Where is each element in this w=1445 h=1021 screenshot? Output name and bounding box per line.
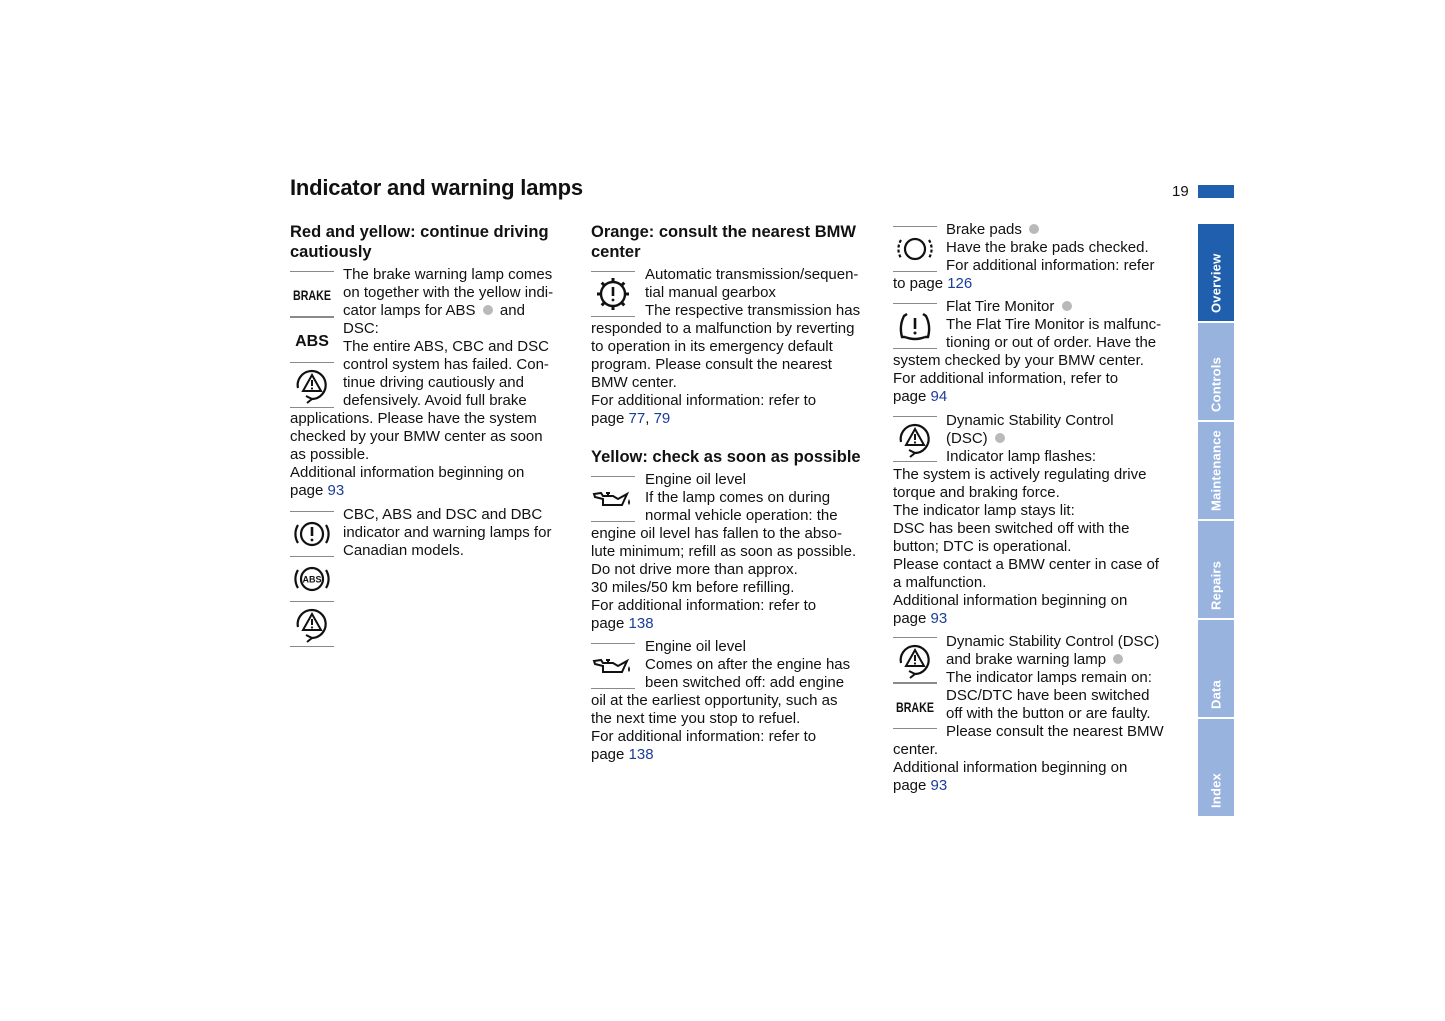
page-link[interactable]: 94 bbox=[930, 388, 948, 405]
red-yellow-text-full: applications. Please have the system checked by your BMW center as soon as possible. Additional information beginning on page 93 bbox=[290, 410, 543, 499]
section-heading-orange: Orange: consult the nearest BMW center bbox=[591, 223, 856, 261]
page-title: Indicator and warning lamps bbox=[290, 175, 583, 200]
red-yellow-text-indented: The brake warning lamp comes on together with the yellow indi- cator lamps for ABS and DSC: The entire ABS, CBC and DSC control system has failed. Con- tinue driving cautiously and defensively. Avoid full brake bbox=[343, 266, 554, 409]
brake-circle-icon bbox=[290, 511, 334, 557]
page-link[interactable]: 79 bbox=[653, 410, 671, 427]
oil-level-2-text-indented: Engine oil level Comes on after the engine has been switched off: add engine bbox=[645, 638, 851, 691]
svg-text:ABS: ABS bbox=[302, 574, 322, 585]
flat-tire-icon bbox=[893, 303, 937, 349]
orange-text-full: responded to a malfunction by reverting to operation in its emergency default program. Please consult the nearest BMW center. For additional information: refer to page 77, 79 bbox=[591, 320, 855, 427]
canadian-models-text: CBC, ABS and DSC and DBC indicator and warning lamps for Canadian models. bbox=[343, 506, 552, 559]
color-dot-icon bbox=[1113, 654, 1123, 664]
dsc-brake-text-full: center. Additional information beginning on page 93 bbox=[893, 741, 1128, 794]
page-link[interactable]: 126 bbox=[947, 275, 973, 292]
oil-level-2-text-full: oil at the earliest opportunity, such as the next time you stop to refuel. For additional information: refer to page 138 bbox=[591, 692, 838, 763]
page-number: 19 bbox=[1172, 183, 1189, 200]
oil-can-icon bbox=[591, 643, 635, 689]
page-link[interactable]: 138 bbox=[628, 746, 654, 763]
dsc-triangle-icon bbox=[290, 362, 334, 408]
brake-warning-icon bbox=[893, 683, 937, 729]
transmission-gear-icon bbox=[591, 271, 635, 317]
dsc-triangle-icon bbox=[893, 416, 937, 462]
page-link[interactable]: 77 bbox=[628, 410, 646, 427]
svg-text:BRAKE: BRAKE bbox=[293, 287, 331, 303]
section-heading-red-yellow: Red and yellow: continue driving cautiously bbox=[290, 223, 549, 261]
brake-pads-icon bbox=[893, 226, 937, 272]
oil-level-1-text-indented: Engine oil level If the lamp comes on during normal vehicle operation: the bbox=[645, 471, 838, 524]
orange-text-indented: Automatic transmission/sequen- tial manual gearbox The respective transmission has bbox=[645, 266, 861, 319]
svg-text:ABS: ABS bbox=[295, 333, 329, 350]
oil-level-1-text-full: engine oil level has fallen to the abso- lute minimum; refill as soon as possible. Do not drive more than approx. 30 miles/50 km before refilling. For additional information: refer to page 138 bbox=[591, 525, 857, 632]
dsc-triangle-icon bbox=[290, 601, 334, 647]
page-link[interactable]: 138 bbox=[628, 615, 654, 632]
dsc-triangle-icon bbox=[893, 637, 937, 683]
tab-overview[interactable]: Overview bbox=[1198, 224, 1234, 321]
brake-pads-text-full: to page 126 bbox=[893, 275, 973, 292]
tab-controls[interactable]: Controls bbox=[1198, 323, 1234, 420]
page-link[interactable]: 93 bbox=[930, 610, 948, 627]
page-link[interactable]: 93 bbox=[327, 482, 345, 499]
color-dot-icon bbox=[1062, 301, 1072, 311]
brake-pads-text-indented: Brake pads Have the brake pads checked. For additional information: refer bbox=[946, 221, 1155, 274]
color-dot-icon bbox=[483, 305, 493, 315]
dsc-text-full: The system is actively regulating drive torque and braking force. The indicator lamp stays lit: DSC has been switched off with the button; DTC is operational. Please contact a BMW center in case of a malfunction. Additional information beginning on page 93 bbox=[893, 466, 1159, 627]
flat-tire-text-indented: Flat Tire Monitor The Flat Tire Monitor is malfunc- tioning or out of order. Have the bbox=[946, 298, 1162, 351]
tab-repairs[interactable]: Repairs bbox=[1198, 521, 1234, 618]
tab-maintenance[interactable]: Maintenance bbox=[1198, 422, 1234, 519]
section-heading-yellow: Yellow: check as soon as possible bbox=[591, 448, 861, 466]
svg-text:BRAKE: BRAKE bbox=[896, 699, 934, 715]
dsc-brake-text-indented: Dynamic Stability Control (DSC) and brake warning lamp The indicator lamps remain on: DSC/DTC have been switched off with the button or are faulty. Please consult the nearest BMW bbox=[946, 633, 1164, 740]
brake-warning-icon bbox=[290, 271, 334, 317]
oil-can-icon bbox=[591, 476, 635, 522]
tab-index[interactable]: Index bbox=[1198, 719, 1234, 816]
tab-data[interactable]: Data bbox=[1198, 620, 1234, 717]
flat-tire-text-full: system checked by your BMW center. For additional information, refer to page 94 bbox=[893, 352, 1144, 405]
color-dot-icon bbox=[1029, 224, 1039, 234]
color-dot-icon bbox=[995, 433, 1005, 443]
page-number-bar bbox=[1198, 185, 1234, 198]
abs-icon bbox=[290, 317, 334, 363]
page-link[interactable]: 93 bbox=[930, 777, 948, 794]
dsc-text-indented: Dynamic Stability Control (DSC) Indicator lamp flashes: bbox=[946, 412, 1114, 465]
abs-circle-icon bbox=[290, 556, 334, 602]
